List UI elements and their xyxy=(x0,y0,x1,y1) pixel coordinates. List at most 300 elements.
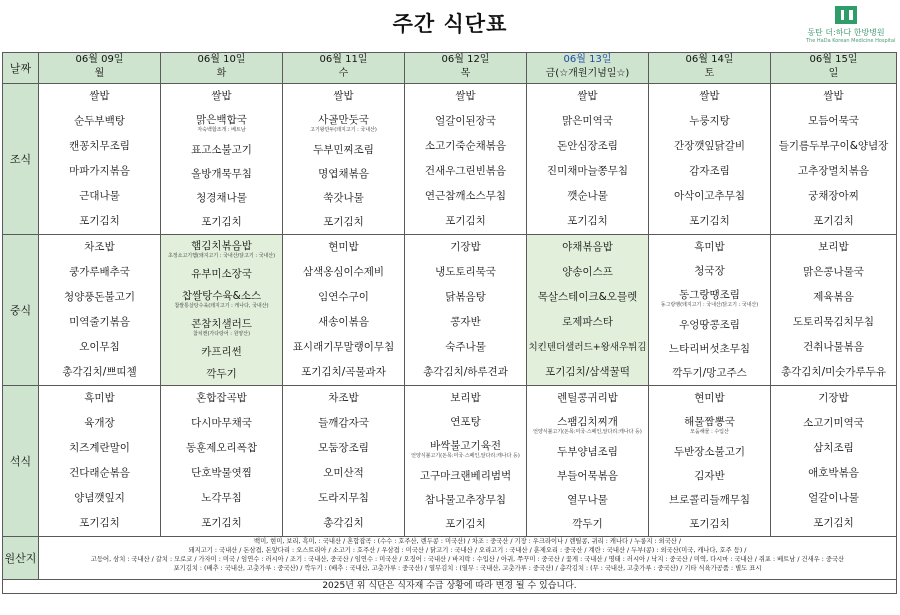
menu-item-origin-note: 언양식불고기(돈목:미국·스페인,앞다리:캐나다 등) xyxy=(411,452,520,459)
menu-item-name: 로제파스타 xyxy=(562,316,613,328)
menu-cell xyxy=(283,235,405,386)
menu-cell xyxy=(649,235,771,386)
menu-item-name: 청국장 xyxy=(694,264,725,277)
menu-item-name: 단호박물엿찜 xyxy=(191,467,252,479)
menu-item-name: 햄김치볶음밥 xyxy=(191,239,252,252)
menu-item-name: 깍두기 xyxy=(206,367,237,380)
menu-item-name: 총각김치/미숫가루두유 xyxy=(781,366,886,378)
menu-item xyxy=(527,165,648,178)
menu-item xyxy=(649,90,770,103)
menu-item-name: 포기김치 xyxy=(445,215,486,227)
menu-item-name: 포기김치 xyxy=(201,215,242,228)
menu-item xyxy=(527,241,648,254)
menu-item-name: 포기김치 xyxy=(79,517,120,529)
menu-item-origin-note: 초정소고기햄(돼지고기 : 국내산/닭고기 : 국내산) xyxy=(167,252,276,259)
menu-item xyxy=(771,492,896,505)
menu-item-name: 건취나물볶음 xyxy=(803,341,864,353)
menu-item-name: 야채볶음밥 xyxy=(562,241,613,253)
menu-item xyxy=(527,366,648,379)
menu-item xyxy=(161,492,282,505)
date-header-row xyxy=(3,53,897,84)
day-date: 06월 10일 xyxy=(197,54,246,65)
menu-item xyxy=(649,518,770,531)
menu-item xyxy=(39,266,160,279)
menu-cell xyxy=(283,84,405,235)
menu-item xyxy=(283,216,404,229)
menu-item xyxy=(649,140,770,153)
menu-item-name: 현미밥 xyxy=(328,241,359,253)
menu-item-name: 육개장 xyxy=(84,417,115,429)
menu-item-name: 임연수구이 xyxy=(318,291,369,303)
menu-item xyxy=(161,268,282,281)
menu-item-name: 포기김치/삼색꿀떡 xyxy=(545,366,630,378)
menu-item-name: 소고기죽순채볶음 xyxy=(424,140,507,152)
menu-item-name: 카프리썬 xyxy=(201,345,242,358)
menu-item-name: 순두부백탕 xyxy=(74,115,125,127)
menu-item xyxy=(39,190,160,203)
menu-item-name: 양념깻잎지 xyxy=(74,492,125,504)
menu-item-name: 김자반 xyxy=(694,469,725,482)
menu-item-name: 두부양념조림 xyxy=(557,445,618,458)
menu-item-name: 건새우그린빈볶음 xyxy=(424,165,507,177)
menu-item-name: 모둠장조림 xyxy=(318,442,369,454)
menu-item xyxy=(161,368,282,381)
menu-item xyxy=(649,392,770,405)
menu-item-name: 동훈제오리폭찹 xyxy=(185,442,257,454)
menu-item-name: 아삭이고추무침 xyxy=(673,190,745,202)
day-weekday: 토 xyxy=(704,68,715,79)
origin-info xyxy=(39,537,897,580)
menu-item xyxy=(649,446,770,459)
menu-item xyxy=(161,114,282,133)
menu-item-name: 쌀밥 xyxy=(577,90,598,102)
menu-item-name: 맑은백합국 xyxy=(196,113,247,126)
menu-item xyxy=(39,241,160,254)
menu-item-name: 혼합잡곡밥 xyxy=(196,392,247,404)
day-date: 06월 09일 xyxy=(75,54,124,65)
menu-item xyxy=(39,165,160,178)
menu-item xyxy=(405,366,526,379)
menu-item xyxy=(161,517,282,530)
day-weekday: 일 xyxy=(828,68,839,79)
menu-cell xyxy=(283,386,405,537)
day-header xyxy=(649,53,771,84)
menu-item-name: 보리밥 xyxy=(818,241,849,253)
menu-item-origin-note: 모둠해물 : 수입산 xyxy=(690,428,729,435)
date-label: 날짜 xyxy=(3,53,39,84)
menu-item-name: 간장깻잎닭갈비 xyxy=(673,140,745,152)
meal-row xyxy=(3,235,897,386)
menu-item xyxy=(771,241,896,254)
menu-item xyxy=(283,517,404,530)
origin-line: 백미, 현미, 보리, 흑미, : 국내산 / 혼합잡곡 : (수수 : 호주산, 렌두콩 : 미국산) / 차조 : 중국산 / 기장 : 우크라이나 / 렌틸콩, 귀리 : 캐나다 / 누룽지 : 외국산 / xyxy=(254,538,681,545)
meal-row xyxy=(3,84,897,235)
menu-item-origin-note: 찹쌀통살탕수육(돼지고기 : 캐나다, 국내산) xyxy=(174,302,269,309)
menu-cell xyxy=(39,235,161,386)
menu-item xyxy=(161,90,282,103)
menu-item xyxy=(527,392,648,405)
menu-item xyxy=(283,241,404,254)
menu-item-name: 포기김치 xyxy=(813,517,854,529)
menu-item-name: 우엉땅콩조림 xyxy=(679,318,740,331)
menu-item xyxy=(771,140,896,153)
menu-item-name: 총각김치/하루견과 xyxy=(423,366,508,378)
menu-item-name: 양송이스프 xyxy=(562,266,613,278)
menu-cell xyxy=(527,84,649,235)
menu-item-name: 총각김치/쁘띠첼 xyxy=(62,366,137,378)
menu-item-name: 제육볶음 xyxy=(813,291,854,303)
origin-row xyxy=(3,537,897,580)
menu-item-name: 기장밥 xyxy=(818,392,849,404)
menu-item-name: 쿵가루배추국 xyxy=(69,266,130,278)
day-date: 06월 14일 xyxy=(685,54,734,65)
menu-item xyxy=(771,341,896,354)
menu-item xyxy=(39,341,160,354)
menu-item-name: 깻순나물 xyxy=(567,190,608,202)
menu-item-name: 찹쌀탕수육&소스 xyxy=(181,289,262,302)
menu-item-name: 냉도토리묵국 xyxy=(435,266,496,278)
menu-item xyxy=(283,192,404,205)
menu-item-name: 고추장멸치볶음 xyxy=(797,165,869,177)
menu-item xyxy=(771,517,896,530)
day-header xyxy=(39,53,161,84)
menu-item-name: 포기김치 xyxy=(323,215,364,228)
menu-item-name: 들깨감자국 xyxy=(318,417,369,429)
menu-item-name: 깍두기 xyxy=(572,517,603,530)
menu-item-name: 쌀밥 xyxy=(823,90,844,102)
menu-item xyxy=(405,165,526,178)
menu-item-name: 청경채나물 xyxy=(196,191,247,204)
menu-cell xyxy=(161,235,283,386)
menu-item xyxy=(283,341,404,354)
menu-item xyxy=(771,115,896,128)
day-weekday: 목 xyxy=(460,68,471,79)
menu-item-name: 부들어묵볶음 xyxy=(557,469,618,482)
menu-item xyxy=(771,90,896,103)
menu-item-name: 캔꽁치무조림 xyxy=(69,140,130,152)
menu-item-name: 쌀밥 xyxy=(455,90,476,102)
menu-item-name: 얼갈이된장국 xyxy=(435,115,496,127)
menu-item xyxy=(39,467,160,480)
menu-item xyxy=(527,266,648,279)
day-weekday: 월 xyxy=(94,68,105,79)
menu-item-name: 다시마무채국 xyxy=(191,417,252,429)
menu-item xyxy=(405,266,526,279)
menu-item xyxy=(161,467,282,480)
menu-item xyxy=(283,316,404,329)
menu-item-name: 오이무침 xyxy=(79,341,120,353)
menu-item-name: 얼갈이나물 xyxy=(808,492,859,504)
origin-line: 고등어, 삼치 : 국내산 / 갈치 : 모로코 / 가자미 : 미국 / 임연수 : 러시아 / 조기 : 국내산, 중국산 / 임연수 : 미국산 / 오징어 : 국내산 / 바지락 : 수입산 / 아귀, 쭈꾸미 : 중국산 / 꽃게 : 국내산 / 명태 : 러시아 / 낙지 : 중국산 / 미역, 다시마 : 국내산 / 쥐포 : 베트남 / 건새우 : 중국산 xyxy=(90,556,845,563)
menu-item xyxy=(771,417,896,430)
menu-item xyxy=(771,190,896,203)
menu-item xyxy=(649,241,770,254)
menu-item xyxy=(161,192,282,205)
menu-item-name: 깍두기/망고주스 xyxy=(672,366,747,379)
menu-item xyxy=(161,442,282,455)
menu-item xyxy=(527,90,648,103)
menu-item-name: 돈안심장조림 xyxy=(557,140,618,152)
menu-item-name: 삼색옹심이수제비 xyxy=(302,266,385,278)
meal-label: 석식 xyxy=(3,386,39,537)
menu-item xyxy=(161,240,282,259)
day-date: 06월 12일 xyxy=(441,54,490,65)
menu-item-name: 애호박볶음 xyxy=(808,467,859,479)
menu-item xyxy=(39,291,160,304)
menu-item-name: 치즈계란말이 xyxy=(69,442,130,454)
day-date: 06월 15일 xyxy=(809,54,858,65)
menu-item xyxy=(161,392,282,405)
menu-item-name: 보리밥 xyxy=(450,391,481,404)
menu-item-name: 포기김치 xyxy=(813,215,854,227)
meal-row xyxy=(3,386,897,537)
menu-item xyxy=(527,446,648,459)
day-weekday: 화 xyxy=(216,68,227,79)
menu-item-name: 삼치조림 xyxy=(813,442,854,454)
menu-item xyxy=(649,190,770,203)
menu-item xyxy=(283,467,404,480)
menu-item xyxy=(527,341,648,354)
hospital-logo xyxy=(806,6,896,44)
menu-item-name: 감자조림 xyxy=(689,165,730,177)
menu-item-name: 맑은콩나물국 xyxy=(803,266,864,278)
menu-item xyxy=(283,291,404,304)
menu-item-name: 치킨텐더샐러드+왕새우튀김 xyxy=(528,342,647,353)
menu-item xyxy=(161,318,282,337)
menu-item xyxy=(405,241,526,254)
origin-label: 원산지 xyxy=(3,537,39,580)
menu-item-name: 누룽지탕 xyxy=(689,115,730,127)
menu-item-name: 들기름두부구이&양념장 xyxy=(778,140,889,152)
day-date: 06월 11일 xyxy=(319,54,368,65)
menu-item xyxy=(649,367,770,380)
menu-item xyxy=(161,346,282,359)
menu-item xyxy=(527,190,648,203)
menu-item-origin-note: 자숙백합조개 : 베트남 xyxy=(197,126,246,133)
menu-cell xyxy=(527,386,649,537)
menu-item xyxy=(527,291,648,304)
menu-item-name: 쌀밥 xyxy=(211,89,232,102)
menu-item xyxy=(405,494,526,507)
day-header xyxy=(771,53,897,84)
menu-item xyxy=(283,366,404,379)
menu-item xyxy=(527,494,648,507)
menu-item xyxy=(649,416,770,435)
menu-item-name: 흑미밥 xyxy=(694,240,725,253)
menu-item-name: 연포탕 xyxy=(450,415,481,428)
menu-item xyxy=(771,366,896,379)
menu-item-name: 새송이볶음 xyxy=(318,316,369,328)
page-title: 주간 식단표 xyxy=(392,12,508,36)
menu-item-origin-note: 언양식불고기(돈목:미국·스페인,앞다리:캐나다 등) xyxy=(533,428,642,435)
menu-item-name: 차조밥 xyxy=(328,392,359,404)
menu-item-name: 포기김치/곡물과자 xyxy=(301,366,386,378)
menu-cell xyxy=(39,84,161,235)
menu-item xyxy=(283,417,404,430)
menu-item-name: 쌀밥 xyxy=(89,90,110,102)
menu-item-name: 표고소불고기 xyxy=(191,143,252,156)
menu-cell xyxy=(39,386,161,537)
menu-item xyxy=(649,494,770,507)
menu-cell xyxy=(649,386,771,537)
menu-item-name: 사골만둣국 xyxy=(318,113,369,126)
menu-item xyxy=(405,90,526,103)
menu-cell xyxy=(771,84,897,235)
menu-cell xyxy=(771,235,897,386)
weekly-menu-table xyxy=(2,52,897,594)
menu-item xyxy=(283,492,404,505)
hospital-name: 동탄 더:하다 한방병원 xyxy=(807,28,885,37)
menu-item xyxy=(527,115,648,128)
menu-item xyxy=(405,190,526,203)
menu-item-name: 고구마크랜베리범벅 xyxy=(419,469,512,482)
menu-item xyxy=(527,316,648,329)
menu-item xyxy=(283,114,404,133)
menu-change-notice: 2025년 위 식단은 식자재 수급 상황에 따라 변경 될 수 있습니다. xyxy=(3,580,897,594)
meal-label: 조식 xyxy=(3,84,39,235)
menu-item xyxy=(527,140,648,153)
day-header xyxy=(527,53,649,84)
menu-item-name: 콘참치샐러드 xyxy=(191,317,252,330)
menu-cell xyxy=(405,84,527,235)
menu-item-name: 포기김치 xyxy=(445,517,486,530)
menu-item xyxy=(39,392,160,405)
menu-item-name: 포기김치 xyxy=(567,215,608,227)
menu-item-name: 유부미소장국 xyxy=(191,267,252,280)
menu-item xyxy=(771,316,896,329)
menu-item xyxy=(649,165,770,178)
day-header xyxy=(161,53,283,84)
menu-item xyxy=(527,470,648,483)
menu-item xyxy=(283,442,404,455)
menu-item xyxy=(39,316,160,329)
menu-item-name: 연근참깨소스무침 xyxy=(424,190,507,202)
menu-item xyxy=(283,392,404,405)
menu-item xyxy=(649,289,770,308)
menu-item xyxy=(161,417,282,430)
menu-item-name: 청양풍돈불고기 xyxy=(63,291,135,303)
menu-item xyxy=(39,442,160,455)
menu-item-name: 현미밥 xyxy=(694,391,725,404)
menu-item xyxy=(161,290,282,309)
notice-row xyxy=(3,580,897,594)
menu-item-name: 콩자반 xyxy=(450,316,481,328)
meal-label: 중식 xyxy=(3,235,39,386)
menu-item xyxy=(527,215,648,228)
menu-item xyxy=(39,366,160,379)
hospital-name-en: The HaDa Korean Medicine Hospital xyxy=(806,38,896,44)
menu-item-name: 두부민찌조림 xyxy=(313,143,374,156)
menu-item xyxy=(771,291,896,304)
menu-item xyxy=(771,165,896,178)
menu-item-name: 총각김치 xyxy=(323,517,364,529)
menu-item xyxy=(771,442,896,455)
menu-item xyxy=(527,416,648,435)
menu-item-name: 동그랑땡조림 xyxy=(679,288,740,301)
menu-item-name: 포기김치 xyxy=(689,215,730,227)
menu-item xyxy=(771,215,896,228)
menu-item-name: 숙주나물 xyxy=(445,341,486,353)
menu-item-name: 표시래기무말랭이무침 xyxy=(292,341,395,353)
menu-item xyxy=(405,115,526,128)
menu-item xyxy=(283,90,404,103)
menu-item xyxy=(161,216,282,229)
menu-item xyxy=(405,140,526,153)
menu-item-name: 포기김치 xyxy=(689,517,730,530)
menu-item xyxy=(649,265,770,278)
menu-item xyxy=(649,343,770,356)
menu-item-name: 건다래순볶음 xyxy=(69,467,130,479)
menu-item xyxy=(771,266,896,279)
menu-item xyxy=(283,144,404,157)
day-header xyxy=(283,53,405,84)
menu-item xyxy=(161,168,282,181)
menu-item-name: 도토리묵김치무침 xyxy=(792,316,875,328)
menu-item-name: 올방개묵무침 xyxy=(191,167,252,180)
day-date: 06월 13일 xyxy=(563,54,612,65)
menu-item xyxy=(39,115,160,128)
menu-item xyxy=(405,518,526,531)
menu-item-name: 해물짬뽕국 xyxy=(684,415,735,428)
menu-item-name: 포기김치 xyxy=(79,215,120,227)
menu-item-name: 모듬어묵국 xyxy=(808,115,859,127)
menu-item xyxy=(283,266,404,279)
menu-item xyxy=(405,341,526,354)
menu-item-name: 브로콜리들깨무침 xyxy=(668,493,751,506)
menu-item xyxy=(283,168,404,181)
menu-cell xyxy=(771,386,897,537)
menu-item-name: 닭볶음탕 xyxy=(445,291,486,303)
menu-item xyxy=(39,492,160,505)
menu-item-name: 소고기미역국 xyxy=(803,417,864,429)
menu-item xyxy=(405,215,526,228)
menu-item-name: 차조밥 xyxy=(84,241,115,253)
menu-item-name: 참나물고추장무침 xyxy=(424,493,507,506)
menu-item-name: 마파가지볶음 xyxy=(69,165,130,177)
menu-cell xyxy=(405,235,527,386)
menu-item xyxy=(405,416,526,429)
menu-item xyxy=(405,470,526,483)
menu-cell xyxy=(161,84,283,235)
menu-cell xyxy=(405,386,527,537)
menu-item xyxy=(39,517,160,530)
menu-item xyxy=(39,140,160,153)
origin-line: 돼지고기 : 국내산 / 돈삼겹, 돈앞다리 : 오스트리아 / 소고기 : 호주산 / 우삼겹 : 미국산 / 닭고기 : 국내산 / 오리고기 : 국내산 / 훈제오리 : 중국산 / 계란 : 국내산 / 두부(콩) : 외국산(미국, 캐나다, 호주 등) / xyxy=(188,547,747,554)
menu-item-origin-note: 참치캔(가다랑어 : 원양산) xyxy=(192,330,251,337)
menu-item-name: 목살스테이크&오믈렛 xyxy=(537,291,638,303)
menu-item-name: 미역줄기볶음 xyxy=(69,316,130,328)
menu-item-name: 렌틸콩귀리밥 xyxy=(557,391,618,404)
menu-item-name: 궁채장아찌 xyxy=(808,190,859,202)
menu-item-name: 쌀밥 xyxy=(699,90,720,102)
menu-item xyxy=(161,144,282,157)
day-header xyxy=(405,53,527,84)
menu-item-name: 쌀밥 xyxy=(333,89,354,102)
menu-item-name: 쑥갓나물 xyxy=(323,191,364,204)
menu-item-name: 두반장소불고기 xyxy=(673,445,745,458)
menu-item xyxy=(649,115,770,128)
menu-cell xyxy=(161,386,283,537)
menu-item xyxy=(405,440,526,459)
menu-item-name: 기장밥 xyxy=(450,241,481,253)
menu-item-name: 흑미밥 xyxy=(84,392,115,404)
menu-item-name: 포기김치 xyxy=(201,517,242,529)
menu-item-name: 오미산적 xyxy=(323,467,364,479)
menu-item-name: 노각무침 xyxy=(201,492,242,504)
menu-item xyxy=(405,392,526,405)
menu-item-name: 바싹불고기육전 xyxy=(429,439,501,452)
menu-item-name: 스팸김치찌개 xyxy=(557,415,618,428)
